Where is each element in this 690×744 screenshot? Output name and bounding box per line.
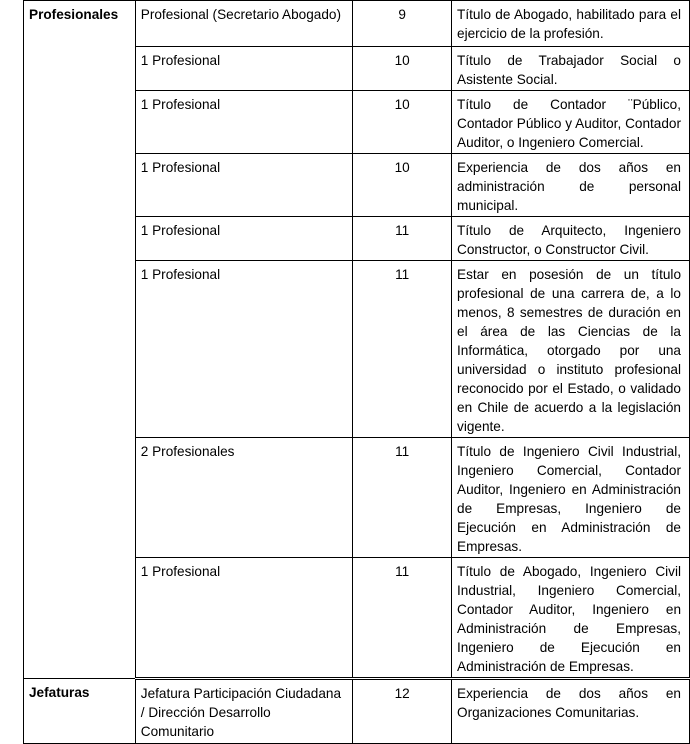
position-cell: 2 Profesionales — [135, 438, 352, 558]
requirement-cell: Título de Abogado, habilitado para el ejercicio de la profesión. — [452, 1, 690, 47]
grade-cell: 12 — [353, 679, 452, 744]
grade-cell: 11 — [353, 438, 452, 558]
position-cell: 1 Profesional — [135, 217, 352, 261]
grade-cell: 11 — [353, 558, 452, 679]
position-cell: 1 Profesional — [135, 91, 352, 154]
position-cell: 1 Profesional — [135, 558, 352, 679]
table-row — [24, 679, 690, 744]
requirement-cell: Título de Trabajador Social o Asistente Social. — [452, 47, 690, 91]
position-cell: Jefatura Participación Ciudadana / Dirección Desarrollo Comunitario — [135, 679, 352, 744]
position-cell: 1 Profesional — [135, 154, 352, 217]
requirement-cell: Estar en posesión de un título profesional de una carrera de, a lo menos, 8 semestres de duración en el área de las Ciencias de la Informática, otorgado por una universidad o instituto profesional reconocido por el Estado, o validado en Chile de acuerdo a la legislación vigente. — [452, 261, 690, 438]
requirement-cell: Título de Contador ¨Público, Contador Público y Auditor, Contador Auditor, o Ingeniero Comercial. — [452, 91, 690, 154]
staff-requirements-table — [23, 0, 690, 744]
category-cell: Profesionales — [24, 1, 136, 679]
grade-cell: 11 — [353, 217, 452, 261]
grade-cell: 11 — [353, 261, 452, 438]
position-cell: 1 Profesional — [135, 47, 352, 91]
position-cell: 1 Profesional — [135, 261, 352, 438]
grade-cell: 10 — [353, 47, 452, 91]
position-cell: Profesional (Secretario Abogado) — [135, 1, 352, 47]
requirement-cell: Experiencia de dos años en administración de personal municipal. — [452, 154, 690, 217]
requirement-cell: Título de Abogado, Ingeniero Civil Industrial, Ingeniero Comercial, Contador Auditor, Ingeniero en Administración de Empresas, Ingeniero de Ejecución en Administración de Empresas. — [452, 558, 690, 679]
table-body — [24, 1, 690, 744]
requirement-cell: Título de Arquitecto, Ingeniero Constructor, o Constructor Civil. — [452, 217, 690, 261]
grade-cell: 10 — [353, 154, 452, 217]
requirement-cell: Experiencia de dos años en Organizaciones Comunitarias. — [452, 679, 690, 744]
table-row — [24, 1, 690, 47]
grade-cell: 9 — [353, 1, 452, 47]
category-cell: Jefaturas — [24, 679, 136, 744]
grade-cell: 10 — [353, 91, 452, 154]
requirement-cell: Título de Ingeniero Civil Industrial, Ingeniero Comercial, Contador Auditor, Ingeniero en Administración de Empresas, Ingeniero de Ejecución en Administración de Empresas. — [452, 438, 690, 558]
